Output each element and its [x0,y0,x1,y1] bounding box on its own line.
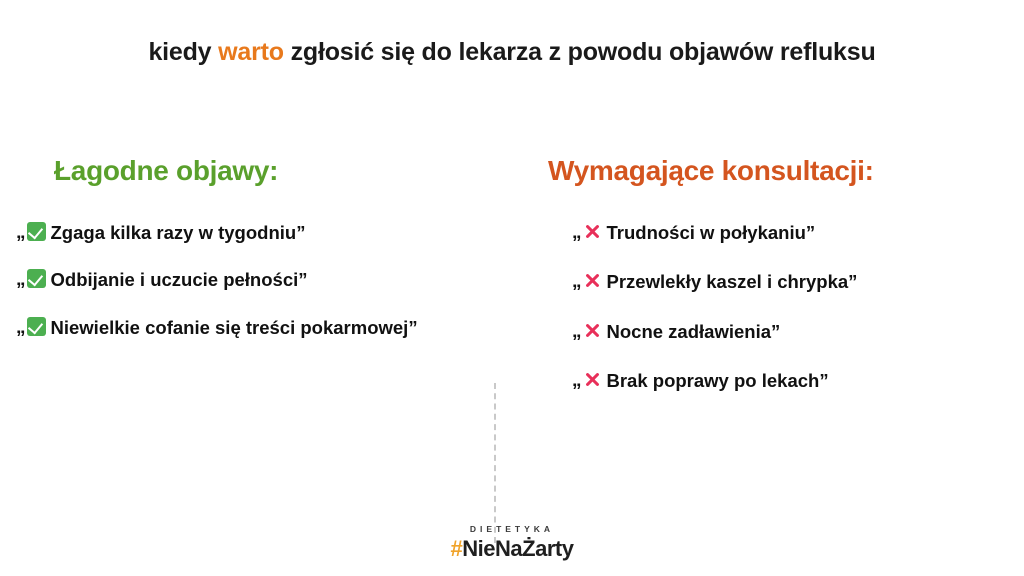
column-heading-mild: Łagodne objawy: [54,155,279,186]
list-item [16,221,476,245]
quote-open-mark: „ [572,271,582,293]
cross-mark-icon [583,321,602,340]
check-mark-icon [27,317,46,336]
check-mark-icon [27,222,46,241]
page-title-part-before: kiedy [148,38,219,66]
columns-container [0,155,1024,455]
cross-mark-icon [583,370,602,389]
list-item [540,221,1010,245]
list-item [540,320,1010,344]
quote-open-mark: „ [16,222,26,243]
list-item [16,268,476,292]
footer-kicker: DIETETYKA [469,524,555,534]
quote-open-mark: „ [572,222,582,243]
page-title [0,38,1024,67]
quote-open-mark: „ [16,316,26,338]
quote-open-mark: „ [572,369,582,391]
footer-branding [0,524,1024,562]
list-item-label: Zgaga kilka razy w tygodniu” [50,222,306,243]
list-item-label: Nocne zadławienia” [606,320,781,342]
list-item-label: Brak poprawy po lekach” [606,369,829,391]
list-item [540,270,1010,294]
column-needs-consultation [540,155,1010,418]
footer-logo [0,536,1024,562]
hashtag-icon: # [450,536,463,561]
page-title-part-after: zgłosić się do lekarza z powodu objawów refluksu [283,38,876,66]
list-item-label: Trudności w połykaniu” [606,222,816,243]
list-item-label: Przewlekły kaszel i chrypka” [606,271,858,293]
list-item-label: Odbijanie i uczucie pełności” [50,269,308,291]
vertical-divider [494,383,496,543]
check-mark-icon [27,269,46,288]
footer-brand-name: NieNaŻarty [462,536,574,561]
column-heading-consultation: Wymagające konsultacji: [548,155,874,186]
cross-mark-icon [583,222,602,241]
quote-open-mark: „ [572,320,582,342]
list-item [16,316,476,340]
column-mild-symptoms [16,155,476,363]
page-title-accent-word: warto [218,38,284,66]
list-item [540,369,1010,393]
quote-open-mark: „ [16,269,26,291]
list-item-label: Niewielkie cofanie się treści pokarmowej” [50,316,418,338]
cross-mark-icon [583,271,602,290]
